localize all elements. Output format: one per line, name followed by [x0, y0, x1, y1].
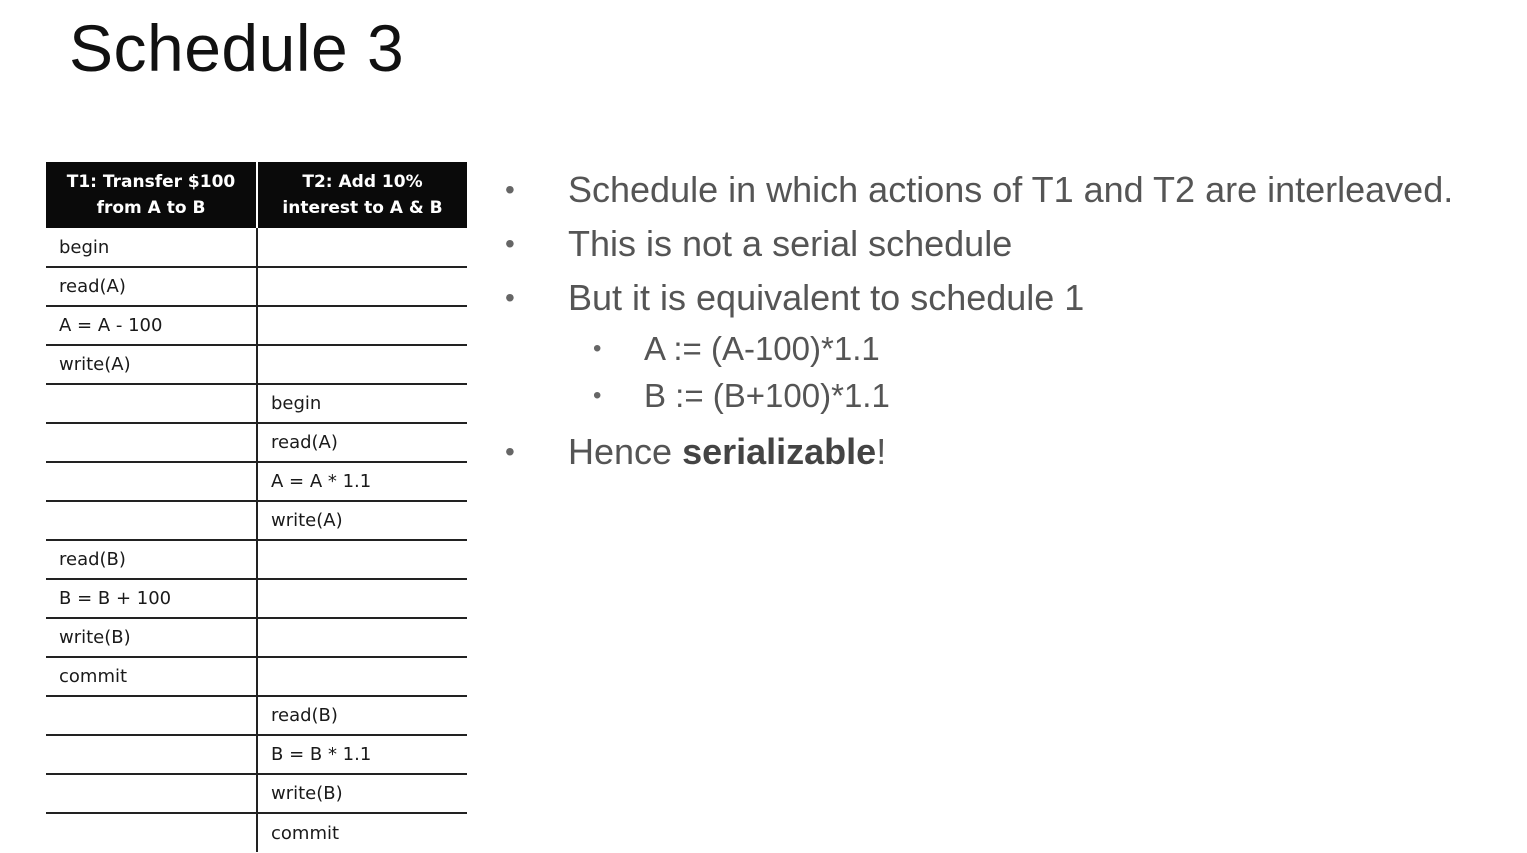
sub-bullet-item: [505, 325, 1453, 372]
t1-cell: write(A): [46, 345, 257, 384]
bullet-text: This is not a serial schedule: [568, 223, 1013, 264]
t1-cell: [46, 384, 257, 423]
table-header-row: [46, 162, 467, 228]
t2-cell: B = B * 1.1: [257, 735, 467, 774]
t1-cell: read(A): [46, 267, 257, 306]
table-row: [46, 345, 467, 384]
sub-bullet-text: B := (B+100)*1.1: [644, 377, 890, 414]
t2-cell: [257, 618, 467, 657]
header-t2-label: T2: Add 10% interest to A & B: [282, 172, 443, 218]
t1-cell: [46, 423, 257, 462]
schedule-table: [46, 162, 467, 852]
t2-cell: write(B): [257, 774, 467, 813]
t2-cell: [257, 345, 467, 384]
bullet-text: Schedule in which actions of T1 and T2 are interleaved.: [568, 169, 1454, 210]
t2-cell: commit: [271, 822, 340, 844]
header-t1: [46, 162, 257, 228]
t2-cell: [257, 306, 467, 345]
table-row: [46, 579, 467, 618]
bullet-dot-icon: •: [593, 382, 602, 409]
t1-cell: write(B): [46, 618, 257, 657]
bullet-text-prefix: Hence: [568, 431, 683, 472]
t1-cell: B = B + 100: [46, 579, 257, 618]
t2-cell: [257, 657, 467, 696]
t2-cell: begin: [257, 384, 467, 423]
sub-bullet-text: A := (A-100)*1.1: [644, 330, 880, 367]
table-row: [46, 267, 467, 306]
bullet-dot-icon: •: [505, 174, 515, 205]
bullet-item: [505, 217, 1453, 271]
table-row: [46, 774, 467, 813]
t1-cell: [46, 462, 257, 501]
t1-cell: [46, 774, 257, 813]
t2-cell: read(A): [257, 423, 467, 462]
t2-cell: write(A): [257, 501, 467, 540]
bullet-dot-icon: •: [593, 335, 602, 362]
bullet-text-suffix: !: [876, 431, 887, 472]
table-row: [46, 306, 467, 345]
t2-cell: read(B): [257, 696, 467, 735]
t1-cell: [46, 696, 257, 735]
slide-title: Schedule 3: [69, 11, 405, 85]
bullet-dot-icon: •: [505, 228, 515, 259]
sub-bullet-item: [505, 372, 1453, 419]
table-row: [46, 228, 467, 267]
t1-cell: read(B): [46, 540, 257, 579]
bullet-list: [505, 163, 1453, 479]
table-row: [46, 657, 467, 696]
bullet-dot-icon: •: [505, 436, 515, 467]
table-row: [46, 540, 467, 579]
t2-cell: [257, 579, 467, 618]
t2-cell: [257, 540, 467, 579]
t2-cell: [257, 228, 467, 267]
table-row: [46, 423, 467, 462]
table-row: [46, 501, 467, 540]
t1-cell: [46, 501, 257, 540]
t2-cell: [257, 267, 467, 306]
t1-cell: begin: [46, 228, 257, 267]
t1-cell: commit: [46, 657, 257, 696]
table-row: [46, 462, 467, 501]
header-t1-label: T1: Transfer $100 from A to B: [66, 172, 236, 218]
t1-cell: [46, 735, 257, 774]
bullet-item: [505, 271, 1453, 325]
table-row: [46, 735, 467, 774]
t1-cell: A = A - 100: [46, 306, 257, 345]
bullet-item: [505, 425, 1453, 479]
table-row: [46, 384, 467, 423]
bullet-text: But it is equivalent to schedule 1: [568, 277, 1085, 318]
header-t2: [257, 162, 467, 228]
t1-cell: [46, 813, 257, 852]
bullet-item: [505, 163, 1453, 217]
bullet-text-bold: serializable: [682, 431, 877, 472]
table-row: [46, 813, 467, 852]
t2-cell: A = A * 1.1: [257, 462, 467, 501]
table-row: [46, 696, 467, 735]
bullet-dot-icon: •: [505, 282, 515, 313]
table-row: [46, 618, 467, 657]
